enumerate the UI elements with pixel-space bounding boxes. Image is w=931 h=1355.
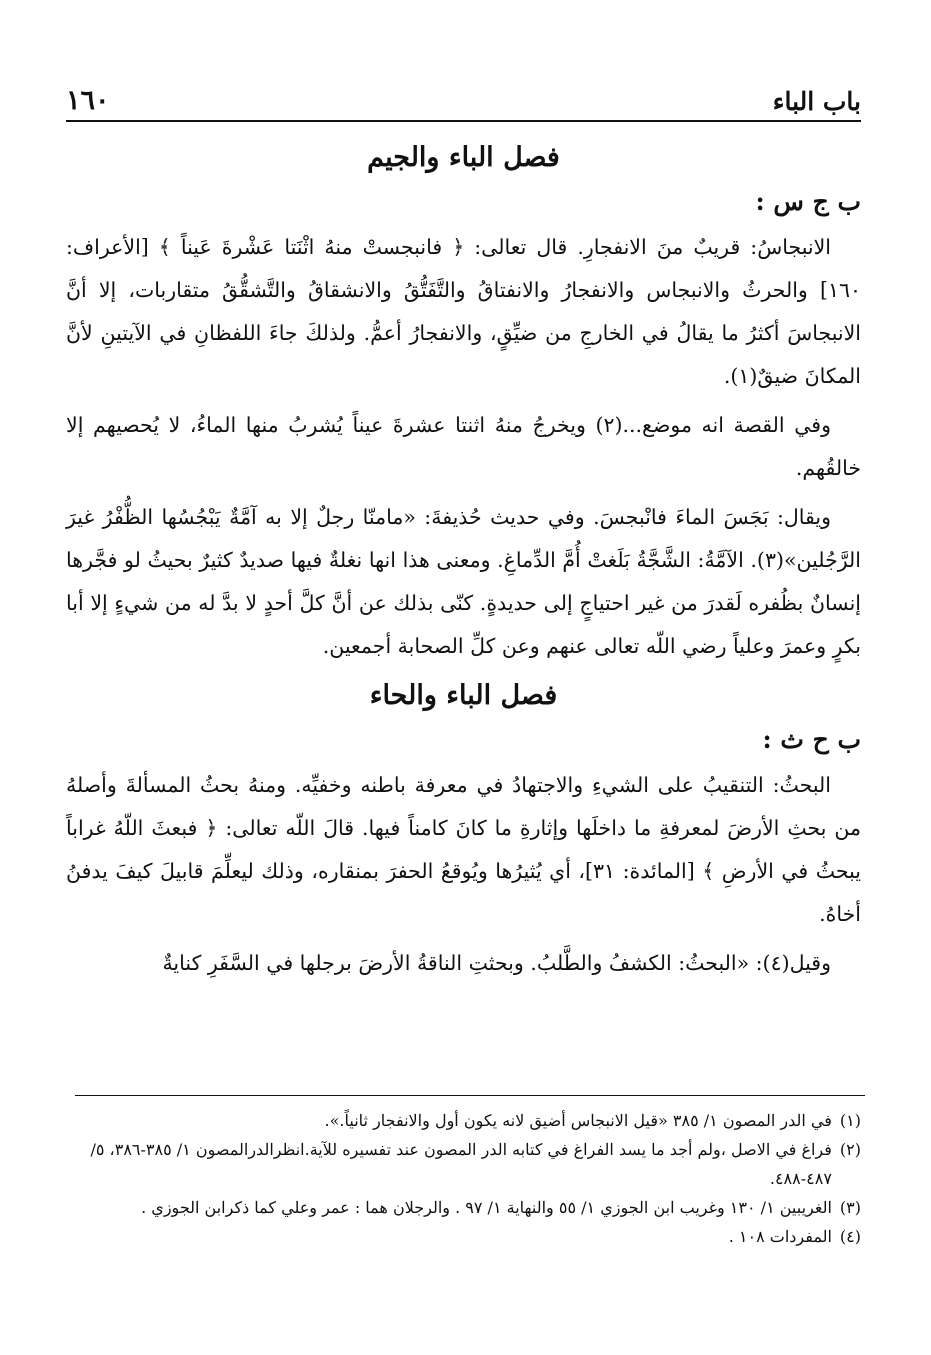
footnote [66,1193,861,1222]
footnote-text: الغريبين ١/ ١٣٠ وغريب ابن الجوزي ١/ ٥٥ والنهاية ١/ ٩٧ . والرجلان هما : عمر وعلي كما ذكرابن الجوزي . [141,1198,832,1217]
footnote [66,1222,861,1251]
footnote [66,1135,861,1193]
paragraph: ويقال: بَجَسَ الماءَ فانْبجسَ. وفي حديث حُذيفةَ: «مامنّا رجلٌ إلا به آمَّةٌ يَبْجُسُها الظُّفْرُ غيرَ الرَّجُلين»(٣). الآمَّةُ: الشَّجَّةُ بَلَغتْ أُمَّ الدِّماغِ. ومعنى هذا انها نغلةٌ فيها صديدٌ كثيرٌ بحيثُ لو فجَّرها إنسانٌ بظُفره لَقدرَ من غير احتياجٍ إلى حديدةٍ. كنّى بذلك عن أنَّ كلَّ أحدٍ لا بدَّ له من شيءٍ إلا أبا بكرٍ وعمرَ وعلياً رضي اللّه تعالى عنهم وعن كلِّ الصحابة أجمعين. [66,505,861,658]
footnote-number: (٣) [839,1198,861,1217]
footnote-text: المفردات ١٠٨ . [728,1227,832,1246]
page-number: ١٦٠ [66,85,110,116]
section-title: فصل الباء والحاء [369,680,558,711]
paragraph: وقيل(٤): «البحثُ: الكشفُ والطَّلبُ. وبحثتِ الناقةُ الأرضَ برجلها في السَّفَرِ كنايةٌ [162,951,831,975]
footnote-number: (٢) [839,1140,861,1159]
root-heading: ب ج س : [755,187,861,216]
footnotes [66,1106,861,1251]
page-header [66,70,861,122]
paragraph: البحثُ: التنقيبُ على الشيءِ والاجتهادُ في معرفة باطنه وخفيِّه. ومنهُ بحثُ المسألةَ وأصلهُ من بحثِ الأرضَ لمعرفةِ ما داخلَها وإثارةِ ما كانَ كامناً فيها. قالَ اللّه تعالى: ﴿ فبعثَ اللّهُ غراباً يبحثُ في الأرضِ ﴾ [المائدة: ٣١]، أي يُثيرُها ويُوقعُ الحفرَ بمنقاره، وذلك ليعلِّمَ قابيلَ كيفَ يدفنُ أخاهُ. [66,773,861,926]
section-title: فصل الباء والجيم [367,142,560,173]
main-text [66,130,861,991]
footnote-divider [75,1095,865,1096]
footnote-number: (١) [839,1111,861,1130]
root-heading: ب ح ث : [762,725,861,754]
running-head: باب الباء [772,87,861,116]
footnote-text: فراغ في الاصل ،ولم أجد ما يسد الفراغ في كتابه الدر المصون عند تفسيره للآية.انظرالدرالمصون ١/ ٣٨٥-٣٨٦، ٥/ ٤٨٧-٤٨٨. [90,1140,832,1188]
footnote [66,1106,861,1135]
paragraph: الانبجاسُ: قريبٌ منَ الانفجارِ. قال تعالى: ﴿ فانبجستْ منهُ اثْنَتا عَشْرةَ عَيناً ﴾ [الأعراف: ١٦٠] والحرثُ والانبجاس والانفجارُ والانفتاقُ والتَّفَتُّقُ والانشقاقُ والتَّشقُّقُ متقاربات، إلا أنَّ الانبجاسَ أكثرُ ما يقالُ في الخارجِ من ضيِّقٍ، والانفجارُ أعمُّ. ولذلكَ جاءَ اللفظانِ في الآيتينِ لأنَّ المكانَ ضيقٌ(١). [66,235,861,388]
footnote-number: (٤) [839,1227,861,1246]
footnote-text: في الدر المصون ١/ ٣٨٥ «قيل الانبجاس أضيق لانه يكون أول والانفجار ثانياً.». [324,1111,832,1130]
paragraph: وفي القصة انه موضع...(٢) ويخرجُ منهُ اثنتا عشرةَ عيناً يُشربُ منها الماءُ، لا يُحصيهم إلا خالقُهم. [66,413,861,480]
